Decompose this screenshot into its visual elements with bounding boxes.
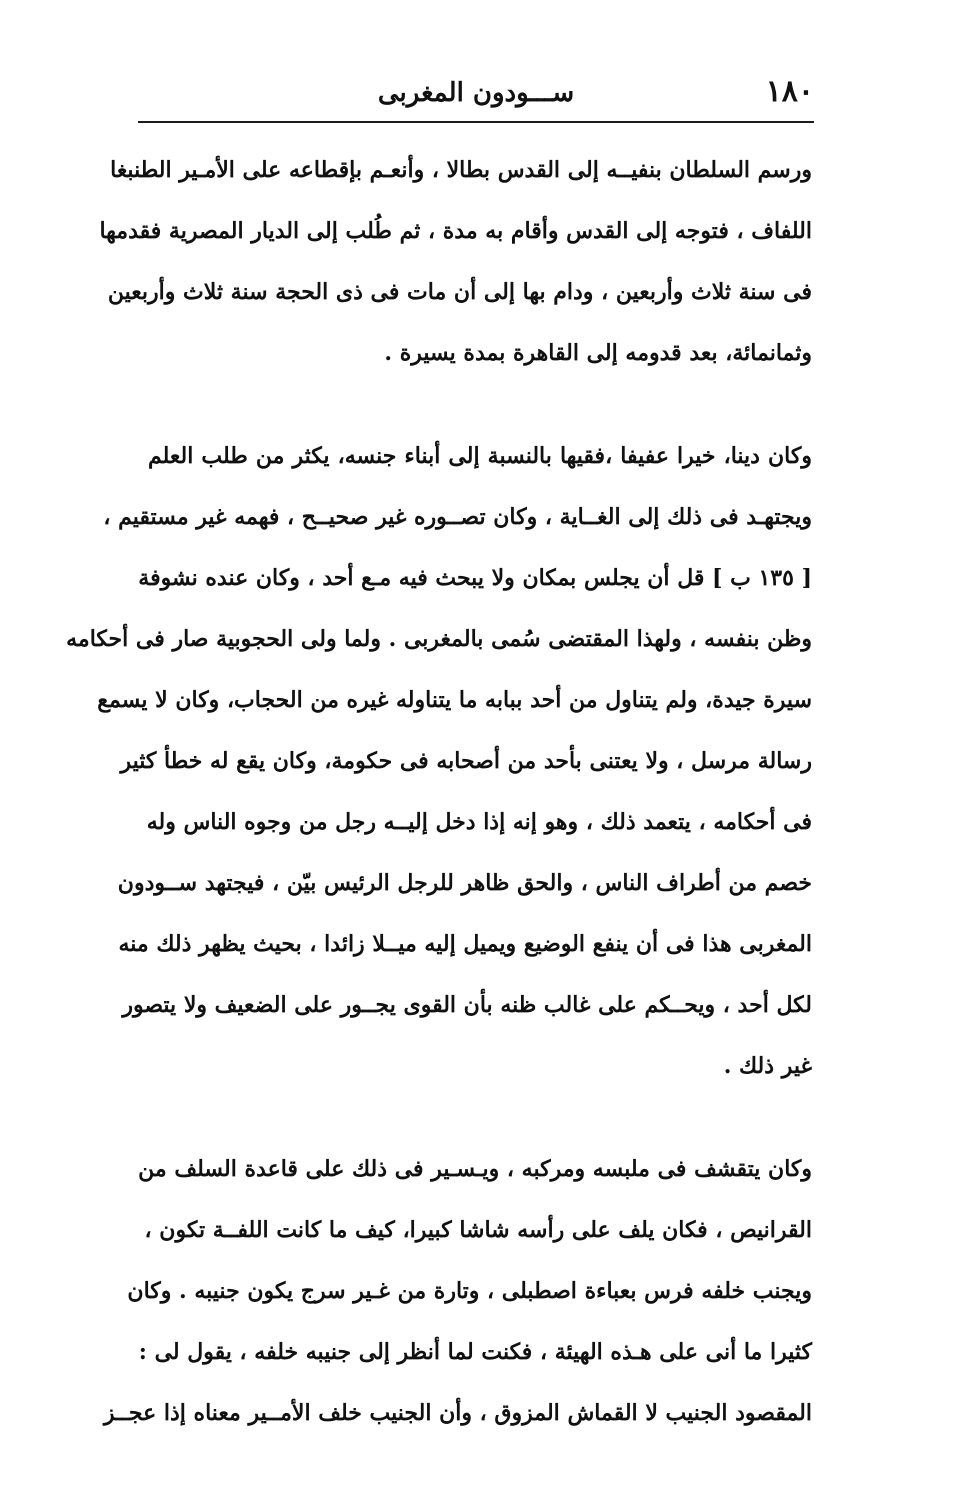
header-rule xyxy=(138,121,814,123)
text-line: فى أحكامه ، يتعمد ذلك ، وهو إنه إذا دخل إليــه رجل من وجوه الناس وله xyxy=(146,809,812,835)
text-line: فى سنة ثلاث وأربعين ، ودام بها إلى أن مات فى ذى الحجة سنة ثلاث وأربعين xyxy=(107,279,812,305)
text-line: ورسم السلطان بنفيــه إلى القدس بطالا ، وأنعـم بإقطاعه على الأمـير الطنبغا xyxy=(110,157,812,183)
text-line: لكل أحد ، ويحــكم على غالب ظنه بأن القوى يجــور على الضعيف ولا يتصور xyxy=(122,992,812,1018)
text-line: وكان دينا، خيرا عفيفا ،فقيها بالنسبة إلى أبناء جنسه، يكثر من طلب العلم xyxy=(148,443,812,469)
text-line: كثيرا ما أنى على هـذه الهيئة ، فكنت لما أنظر إلى جنيبه خلفه ، يقول لى : xyxy=(138,1339,812,1365)
text-line: وظن بنفسه ، ولهذا المقتضى سُمى بالمغربى . ولما ولى الحجوبية صار فى أحكامه xyxy=(66,626,812,652)
text-line: القرانيص ، فكان يلف على رأسه شاشا كبيرا، كيف ما كانت اللفــة تكون ، xyxy=(144,1217,812,1243)
text-line: غير ذلك . xyxy=(723,1053,812,1079)
text-line: ويجتهـد فى ذلك إلى الغــاية ، وكان تصــوره غير صحيــح ، فهمه غير مستقيم ، xyxy=(103,504,812,530)
body-text xyxy=(66,140,812,1486)
text-line: [ ١٣٥ ب ] قل أن يجلس بمكان ولا يبحث فيه مـع أحد ، وكان عنده نشوفة xyxy=(138,565,812,591)
paragraph-2 xyxy=(66,426,812,1097)
text-line: اللفاف ، فتوجه إلى القدس وأقام به مدة ، ثم طُلب إلى الديار المصرية فقدمها xyxy=(99,218,812,244)
text-line: وكان يتقشف فى ملبسه ومركبه ، ويـسـير فى ذلك على قاعدة السلف من xyxy=(138,1156,812,1182)
text-line: وثمانمائة، بعد قدومه إلى القاهرة بمدة يسيرة . xyxy=(384,340,812,366)
text-line: سيرة جيدة، ولم يتناول من أحد ببابه ما يتناوله غيره من الحجاب، وكان لا يسمع xyxy=(97,687,812,713)
paragraph-1 xyxy=(99,140,812,384)
text-line: رسالة مرسل ، ولا يعتنى بأحد من أصحابه فى حكومة، وكان يقع له خطأ كثير xyxy=(120,748,812,774)
text-line: خصم من أطراف الناس ، والحق ظاهر للرجل الرئيس بيّن ، فيجتهد ســودون xyxy=(117,870,812,896)
text-line: ويجنب خلفه فرس بعباءة اصطبلى ، وتارة من غـير سرج يكون جنيبه . وكان xyxy=(127,1278,812,1304)
text-line: المقصود الجنيب لا القماش المزوق ، وأن الجنيب خلف الأمــير معناه إذا عجــز xyxy=(103,1400,812,1426)
page-header xyxy=(138,70,814,122)
running-title: ســـودون المغربى xyxy=(377,78,575,108)
page-number: ١٨٠ xyxy=(765,74,814,109)
paragraph-3 xyxy=(103,1139,812,1444)
text-line: المغربى هذا فى أن ينفع الوضيع ويميل إليه ميــلا زائدا ، بحيث يظهر ذلك منه xyxy=(118,931,812,957)
